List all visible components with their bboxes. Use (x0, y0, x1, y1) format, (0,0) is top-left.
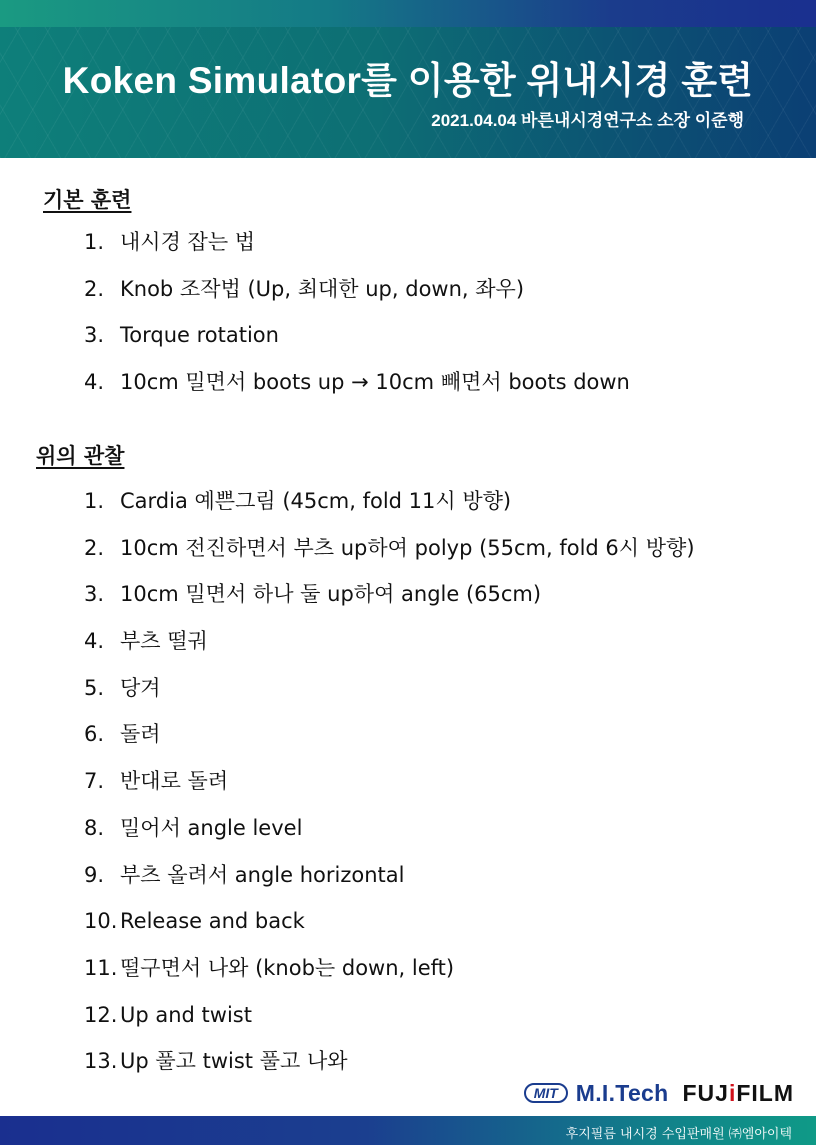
fujifilm-logo-i: i (728, 1079, 737, 1106)
item-number: 2. (84, 535, 105, 560)
item-text: 당겨 (120, 675, 161, 700)
fujifilm-logo (683, 1080, 795, 1107)
item-text: Torque rotation (120, 323, 279, 348)
item-text: Up 풀고 twist 풀고 나와 (120, 1049, 348, 1074)
item-text: 부츠 올려서 angle horizontal (120, 862, 405, 887)
item-text: 반대로 돌려 (120, 769, 229, 794)
footer-logos (524, 1078, 794, 1108)
item-number: 12. (84, 1002, 118, 1027)
list-item (84, 957, 695, 1004)
item-number: 8. (84, 815, 105, 840)
header-banner (0, 0, 816, 158)
page-title: Koken Simulator를 이용한 위내시경 훈련 (62, 60, 754, 101)
section-heading-gastric-observation: 위의 관찰 (36, 444, 125, 468)
list-item (84, 231, 630, 278)
distributor-text: 후지필름 내시경 수입판매원 ㈜엠아이텍 (565, 1127, 792, 1142)
item-text: 내시경 잡는 법 (120, 230, 256, 254)
item-number: 3. (84, 582, 105, 607)
item-text: 밀어서 angle level (120, 815, 303, 840)
item-number: 4. (84, 629, 105, 654)
item-number: 10. (84, 909, 118, 934)
list-item (84, 630, 695, 677)
list-item (84, 817, 695, 864)
list-item (84, 324, 630, 371)
fujifilm-logo-part: FILM (736, 1079, 794, 1106)
item-number: 13. (84, 1049, 118, 1074)
item-number: 4. (84, 370, 105, 395)
item-text: 10cm 밀면서 하나 둘 up하여 angle (65cm) (120, 582, 542, 607)
item-text: 10cm 전진하면서 부츠 up하여 polyp (55cm, fold 6시 방향) (120, 535, 695, 560)
bottom-bar (0, 1116, 816, 1145)
list-item (84, 1004, 695, 1051)
item-number: 6. (84, 722, 105, 747)
item-number: 5. (84, 675, 105, 700)
list-item (84, 490, 695, 537)
list-item (84, 583, 695, 630)
list-item (84, 910, 695, 957)
item-text: Cardia 예쁜그림 (45cm, fold 11시 방향) (120, 489, 512, 513)
list-item (84, 371, 630, 418)
gastric-observation-list (84, 490, 695, 1097)
list-item (84, 723, 695, 770)
item-number: 11. (84, 955, 118, 980)
item-number: 2. (84, 276, 105, 301)
item-text: Up and twist (120, 1002, 252, 1027)
basic-training-list (84, 231, 630, 418)
item-text: 떨구면서 나와 (knob는 down, left) (120, 955, 455, 980)
list-item (84, 770, 695, 817)
item-number: 1. (84, 489, 105, 513)
item-text: Release and back (120, 909, 305, 934)
item-text: Knob 조작법 (Up, 최대한 up, down, 좌우) (120, 276, 525, 301)
item-number: 9. (84, 862, 105, 887)
list-item (84, 864, 695, 911)
item-text: 10cm 밀면서 boots up → 10cm 빼면서 boots down (120, 370, 630, 395)
list-item (84, 278, 630, 325)
header-stripe (0, 0, 816, 27)
list-item (84, 677, 695, 724)
fujifilm-logo-part: FUJ (682, 1079, 729, 1106)
item-number: 1. (84, 230, 105, 254)
item-number: 7. (84, 769, 105, 794)
page-subtitle: 2021.04.04 바른내시경연구소 소장 이준행 (431, 111, 744, 130)
item-text: 부츠 떨궈 (120, 629, 208, 654)
item-text: 돌려 (120, 722, 161, 747)
section-heading-basic-training: 기본 훈련 (43, 188, 132, 212)
mitech-logo: M.I.Tech (575, 1079, 669, 1106)
item-number: 3. (84, 323, 105, 348)
list-item (84, 537, 695, 584)
mitech-logo-mark: MIT (524, 1083, 568, 1103)
